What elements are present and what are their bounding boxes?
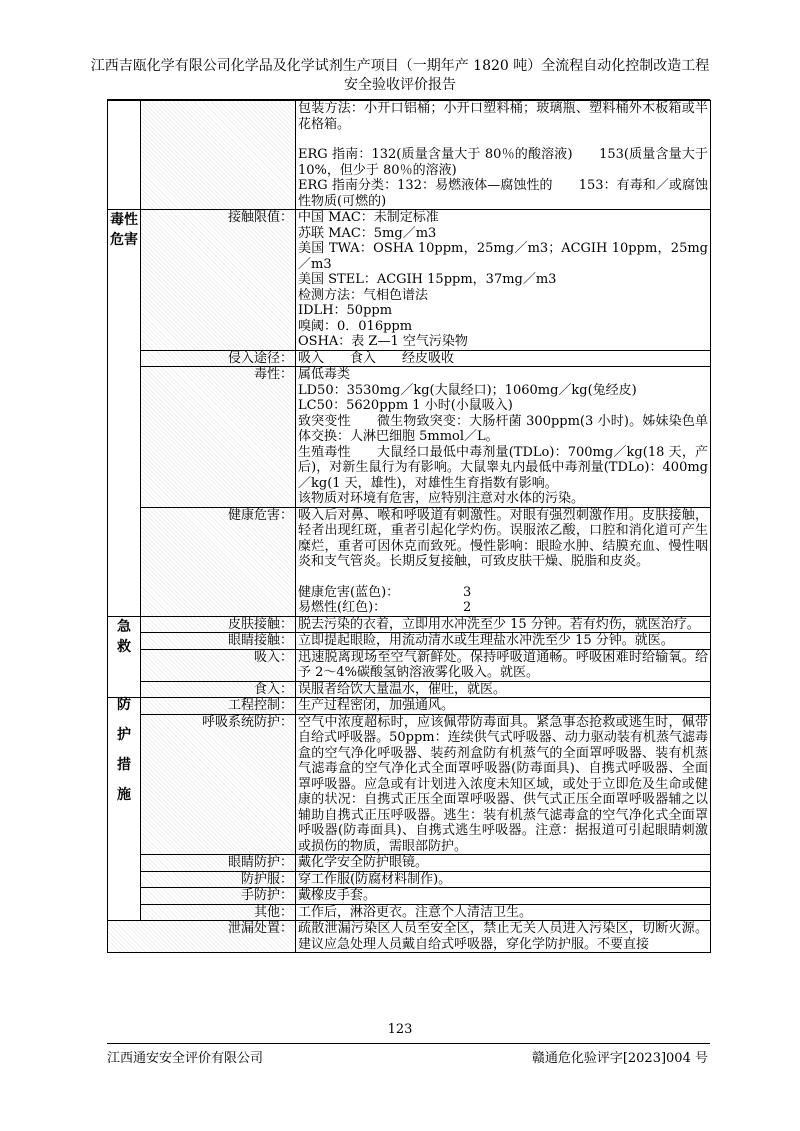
skin-label: 皮肤接触：: [141, 616, 296, 633]
toxicity-line: LC50：5620ppm 1 小时(小鼠吸入): [298, 398, 513, 413]
footer-doc-number: 赣通危化验评字[2023]004 号: [531, 1051, 708, 1066]
footer-rule: [107, 1043, 710, 1044]
leak-label: 泄漏处置：: [108, 921, 296, 953]
inhale-row: [108, 649, 711, 681]
exposure-label: 接触限值：: [141, 210, 296, 351]
toxicity-row: [108, 367, 711, 508]
rating-health-label: 健康危害(蓝色)：: [298, 584, 400, 600]
toxicity-line: 属低毒类: [298, 367, 351, 382]
footer-company: 江西通安安全评价有限公司: [107, 1051, 264, 1066]
eye-value: 立即提起眼睑，用流动清水或生理盐水冲洗至少 15 分钟。就医。: [296, 633, 711, 650]
page-number: 123: [387, 1022, 413, 1037]
rating-health: [298, 585, 708, 601]
packaging-line: ERG 指南：132(质量含量大于 80％的酸溶液) 153(质量含量大于 10%，但少于 80％的溶液): [298, 147, 708, 178]
engineering-label: 工程控制：: [141, 698, 296, 715]
other-row: [108, 904, 711, 921]
category-first-aid: 急 救: [108, 616, 141, 698]
packaging-line: ERG 指南分类：132：易燃液体—腐蚀性的 153：有毒和／或腐蚀性物质(可燃的): [298, 178, 708, 209]
route-row: [108, 350, 711, 367]
engineering-value: 生产过程密闭，加强通风。: [296, 698, 711, 715]
eye-protection-value: 戴化学安全防护眼镜。: [296, 855, 711, 872]
route-value: 吸入 食入 经皮吸收: [296, 350, 711, 367]
eye-row: [108, 633, 711, 650]
skin-row: [108, 616, 711, 633]
toxicity-line: 生殖毒性 大鼠经口最低中毒剂量(TDLo)：700mg／kg(18 天，产后)，对新生鼠行为有影响。大鼠睾丸内最低中毒剂量(TDLo)：400mg／kg(1 天，雄性)，对雄性生育指数有影响。: [298, 444, 708, 491]
clothing-row: [108, 871, 711, 888]
ingest-row: [108, 681, 711, 698]
respiratory-row: [108, 714, 711, 855]
health-text: 吸入后对鼻、喉和呼吸道有刺激性。对眼有强烈刺激作用。皮肤接触，轻者出现红斑，重者引起化学灼伤。误服浓乙酸，口腔和消化道可产生糜烂，重者可因休克而致死。慢性影响：眼睑水肿、结膜充血、慢性咽炎和支气管炎。长期反复接触，可致皮肤干燥、脱脂和皮炎。: [298, 507, 708, 569]
rating-flammability-label: 易燃性(红色)：: [298, 600, 387, 615]
ingest-label: 食入：: [141, 681, 296, 698]
other-label: 其他：: [141, 904, 296, 921]
rating-flammability-value: 2: [463, 600, 472, 615]
ingest-value: 误服者给饮大量温水，催吐，就医。: [296, 681, 711, 698]
engineering-row: [108, 698, 711, 715]
category-cell-empty: [108, 101, 141, 210]
header-title: 江西吉瓯化学有限公司化学品及化学试剂生产项目（一期年产 1820 吨）全流程自动化控制改造工程: [90, 58, 710, 74]
route-label: 侵入途径：: [141, 350, 296, 367]
clothing-label: 防护服：: [141, 871, 296, 888]
exposure-line: IDLH：50ppm: [298, 303, 393, 318]
eye-label: 眼睛接触：: [141, 633, 296, 650]
respiratory-value: 空气中浓度超标时，应该佩带防毒面具。紧急事态抢救或逃生时，佩带自给式呼吸器。50ppm：连续供气式呼吸器、动力驱动装有机蒸气滤毒盒的空气净化呼吸器、装药剂盒防有机蒸气的全面罩呼吸器、装有机蒸气滤毒盒的空气净化式全面罩呼吸器(防毒面具)、自携式呼吸器、全面罩呼吸器。应急或有计划进入浓度未知区域，或处于立即危及生命或健康的状况：自携式正压全面罩呼吸器、供气式正压全面罩呼吸器辅之以辅助自携式正压呼吸器。逃生：装有机蒸气滤毒盒的空气净化式全面罩呼吸器(防毒面具)、自携式逃生呼吸器。注意：据报道可引起眼睛刺激或损伤的物质，需眼部防护。: [296, 714, 711, 855]
health-label: 健康危害：: [141, 507, 296, 616]
category-toxicity: 毒性 危害: [108, 210, 141, 617]
packaging-gap: [298, 132, 708, 147]
leak-value: 疏散泄漏污染区人员至安全区，禁止无关人员进入污染区，切断火源。建议应急处理人员戴自给式呼吸器，穿化学防护服。不要直接: [296, 921, 711, 953]
toxicity-label: 毒性：: [141, 367, 296, 508]
exposure-line: 中国 MAC：未制定标准: [298, 210, 439, 225]
packaging-value: [296, 101, 711, 210]
inhale-label: 吸入：: [141, 649, 296, 681]
label-cell-empty: [141, 101, 296, 210]
skin-value: 脱去污染的衣着，立即用水冲洗至少 15 分钟。若有灼伤，就医治疗。: [296, 616, 711, 633]
exposure-line: 美国 TWA：OSHA 10ppm，25mg／m3；ACGIH 10ppm，25mg／m3: [298, 241, 708, 272]
eye-protection-label: 眼睛防护：: [141, 855, 296, 872]
header-subtitle: 安全验收评价报告: [344, 77, 456, 93]
leak-row: [108, 921, 711, 953]
exposure-value: [296, 210, 711, 351]
toxicity-value: [296, 367, 711, 508]
health-gap: [298, 570, 708, 585]
msds-table: [107, 100, 711, 953]
exposure-line: 嗅阈：0．016ppm: [298, 318, 413, 334]
hand-value: 戴橡皮手套。: [296, 888, 711, 905]
exposure-line: 检测方法：气相色谱法: [298, 287, 429, 303]
toxicity-line: 致突变性 微生物致突变：大肠杆菌 300ppm(3 小时)。姊妹染色单体交换：人淋巴细胞 5mmol／L。: [298, 413, 708, 444]
other-value: 工作后，淋浴更衣。注意个人清洁卫生。: [296, 904, 711, 921]
exposure-row: [108, 210, 711, 351]
exposure-line: 美国 STEL：ACGIH 15ppm，37mg／m3: [298, 272, 557, 287]
health-row: [108, 507, 711, 616]
packaging-row: [108, 101, 711, 210]
health-value: [296, 507, 711, 616]
respiratory-label: 呼吸系统防护：: [141, 714, 296, 855]
rating-flammability: [298, 600, 708, 616]
toxicity-line: LD50：3530mg／kg(大鼠经口)；1060mg／kg(兔经皮): [298, 382, 637, 398]
eye-protection-row: [108, 855, 711, 872]
hand-label: 手防护：: [141, 888, 296, 905]
inhale-value: 迅速脱离现场至空气新鲜处。保持呼吸道通畅。呼吸困难时给输氧。给予 2～4%碳酸氢钠溶液雾化吸入。就医。: [296, 649, 711, 681]
category-protection: 防 护 措 施: [108, 698, 141, 921]
toxicity-line: 该物质对环境有危害，应特别注意对水体的污染。: [298, 491, 585, 506]
hand-row: [108, 888, 711, 905]
exposure-line: 苏联 MAC：5mg／m3: [298, 225, 437, 241]
clothing-value: 穿工作服(防腐材料制作)。: [296, 871, 711, 888]
packaging-line: 包装方法：小开口铝桶；小开口塑料桶；玻璃瓶、塑料桶外木板箱或半花格箱。: [298, 101, 708, 132]
exposure-line: OSHA：表 Z—1 空气污染物: [298, 334, 468, 349]
rating-health-value: 3: [463, 584, 472, 600]
